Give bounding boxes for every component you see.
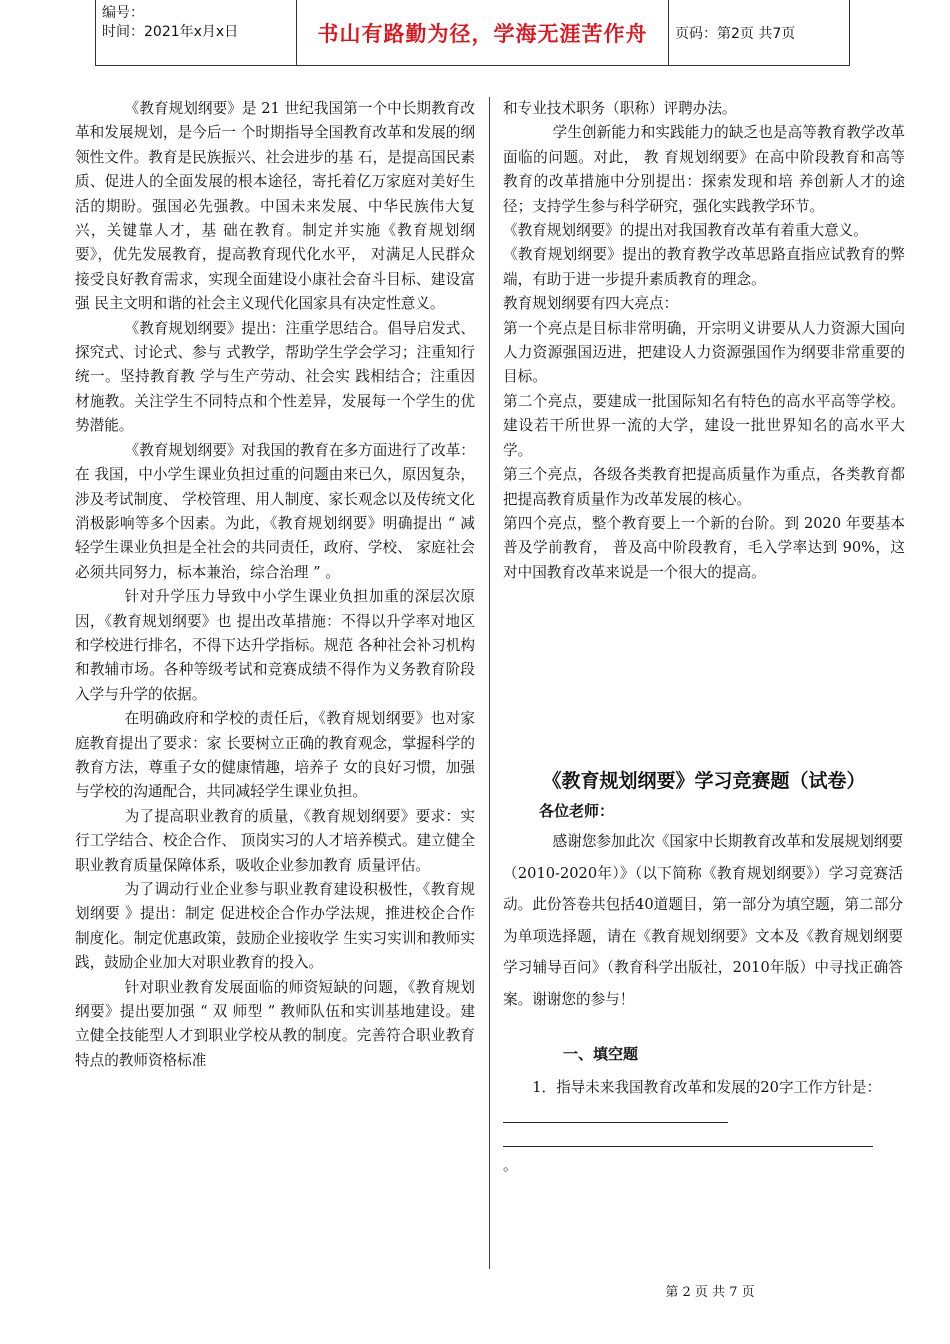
quiz-section-heading: 一、填空题 <box>563 1045 639 1063</box>
paragraph: 在明确政府和学校的责任后，《教育规划纲要》也对家 庭教育提出了要求：家 长要树立正确的教育观念，掌握科学的教育方法，尊重子女的健康情趣，培养子 女的良好习惯，加强与学校的沟通配合，共同减轻学生课业负担。 <box>75 710 475 801</box>
answer-blank[interactable] <box>503 1108 728 1123</box>
paragraph: 《教育规划纲要》是 21 世纪我国第一个中长期教育改革和发展规划，是今后一 个时期指导全国教育改革和发展的纲领性文件。教育是民族振兴、社会进步的基 石，是提高国民素质、促进人的全面发展的根本途径，寄托着亿万家庭对美好生 活的期盼。强国必先强教。中国未来发展、中华民族伟大复兴，关键靠人才，基 础在教育。制定并实施《教育规划纲要》，优先发展教育，提高教育现代化水平， 对满足人民群众接受良好教育需求，实现全面建设小康社会奋斗目标、建设富强 民主文明和谐的社会主义现代化国家具有决定性意义。 <box>75 100 475 313</box>
quiz-item-end: 。 <box>503 1157 518 1174</box>
right-column <box>503 97 905 585</box>
left-column <box>75 97 475 1073</box>
page-header <box>95 0 850 66</box>
paragraph: 《教育规划纲要》提出的教育教学改革思路直指应试教育的弊端，有助于进一步提升素质教育的理念。 <box>503 246 905 288</box>
paragraph: 第二个亮点，要建成一批国际知名有特色的高水平高等学校。建设若干所世界一流的大学，建设一批世界知名的高水平大学。 <box>503 392 905 459</box>
paragraph: 针对升学压力导致中小学生课业负担加重的深层次原因，《教育规划纲要》也 提出改革措施：不得以升学率对地区和学校进行排名，不得下达升学指标。规范 各种社会补习机构和教辅市场。各种等级考试和竞赛成绩不得作为义务教育阶段 入学与升学的依据。 <box>75 588 475 703</box>
header-motto: 书山有路勤为径，学海无涯苦作舟 <box>297 0 669 65</box>
paragraph: 《教育规划纲要》提出：注重学思结合。倡导启发式、探究式、讨论式、参与 式教学，帮助学生学会学习；注重知行统一。坚持教育教 学与生产劳动、社会实 践相结合；注重因材施教。关注学生不同特点和个性差异，发展每一个学生的优 势潜能。 <box>75 319 475 435</box>
quiz-title: 《教育规划纲要》学习竞赛题（试卷） <box>542 770 866 792</box>
quiz-item <box>503 1072 903 1134</box>
paragraph: 教育规划纲要有四大亮点： <box>503 295 679 313</box>
paragraph: 针对职业教育发展面临的师资短缺的问题，《教育规划纲要》提出要加强 “ 双 师型 ” 教师队伍和实训基地建设。建立健全技能型人才到职业学校从教的制度。完善符合职业教育特点的教师资格标准 <box>75 978 475 1069</box>
page-footer: 第 2 页 共 7 页 <box>665 1285 755 1300</box>
quiz-greeting: 各位老师： <box>539 802 615 820</box>
paragraph: 第四个亮点，整个教育要上一个新的台阶。到 2020 年要基本普及学前教育， 普及高中阶段教育，毛入学率达到 90%，这对中国教育改革来说是一个很大的提高。 <box>503 514 905 581</box>
paragraph: 《教育规划纲要》对我国的教育在多方面进行了改革： <box>124 441 475 459</box>
document-time: 时间：2021年x月x日 <box>102 24 239 40</box>
paragraph: 和专业技术职务（职称）评聘办法。 <box>503 100 737 117</box>
header-meta <box>96 0 297 65</box>
header-page-number: 页码：第2页 共7页 <box>675 25 796 42</box>
document-number: 编号： <box>102 5 144 21</box>
paragraph: 在 我国，中小学生课业负担过重的问题由来已久，原因复杂，涉及考试制度、 学校管理、用人制度、家长观念以及传统文化消极影响等多个因素。为此，《教育规划纲要》明确提出 “ 减轻学生课业负担是全社会的共同责任，政府、学校、 家庭社会必须共同努力，标本兼治，综合治理 ” 。 <box>75 466 475 581</box>
answer-blank-line[interactable] <box>503 1146 873 1147</box>
paragraph: 为了提高职业教育的质量，《教育规划纲要》要求：实行工学结合、校企合作、 顶岗实习的人才培养模式。建立健全职业教育质量保障体系，吸收企业参加教育 质量评估。 <box>75 807 475 874</box>
quiz-intro: 感谢您参加此次《国家中长期教育改革和发展规划纲要（2010-2020年）》（以下简称《教育规划纲要》）学习竞赛活动。此份答卷共包括40道题目，第一部分为填空题，第二部分为单项选择题，请在《教育规划纲要》文本及《教育规划纲要学习辅导百问》（教育科学出版社，2010年版）中寻找正确答案。谢谢您的参与！ <box>503 833 903 1008</box>
paragraph: 《教育规划纲要》的提出对我国教育改革有着重大意义。 <box>503 222 868 240</box>
paragraph: 第三个亮点，各级各类教育把提高质量作为重点，各类教育都把提高教育质量作为改革发展的核心。 <box>503 466 905 508</box>
paragraph: 第一个亮点是目标非常明确，开宗明义讲要从人力资源大国向人力资源强国迈进，把建设人力资源强国作为纲要非常重要的目标。 <box>503 319 905 386</box>
quiz-item-text: 1．指导未来我国教育改革和发展的20字工作方针是： <box>532 1079 882 1096</box>
column-divider <box>489 97 490 1269</box>
paragraph: 为了调动行业企业参与职业教育建设积极性，《教育规划纲要 》提出：制定 促进校企合作办学法规，推进校企合作制度化。制定优惠政策，鼓励企业接收学 生实习实训和教师实践，鼓励企业加大对职业教育的投入。 <box>75 881 475 972</box>
paragraph: 学生创新能力和实践能力的缺乏也是高等教育教学改革面临的问题。对此， 教 育规划纲要》在高中阶段教育和高等教育的改革措施中分别提出：探索发现和培 养创新人才的途径；支持学生参与科学研究，强化实践教学环节。 <box>503 124 905 215</box>
